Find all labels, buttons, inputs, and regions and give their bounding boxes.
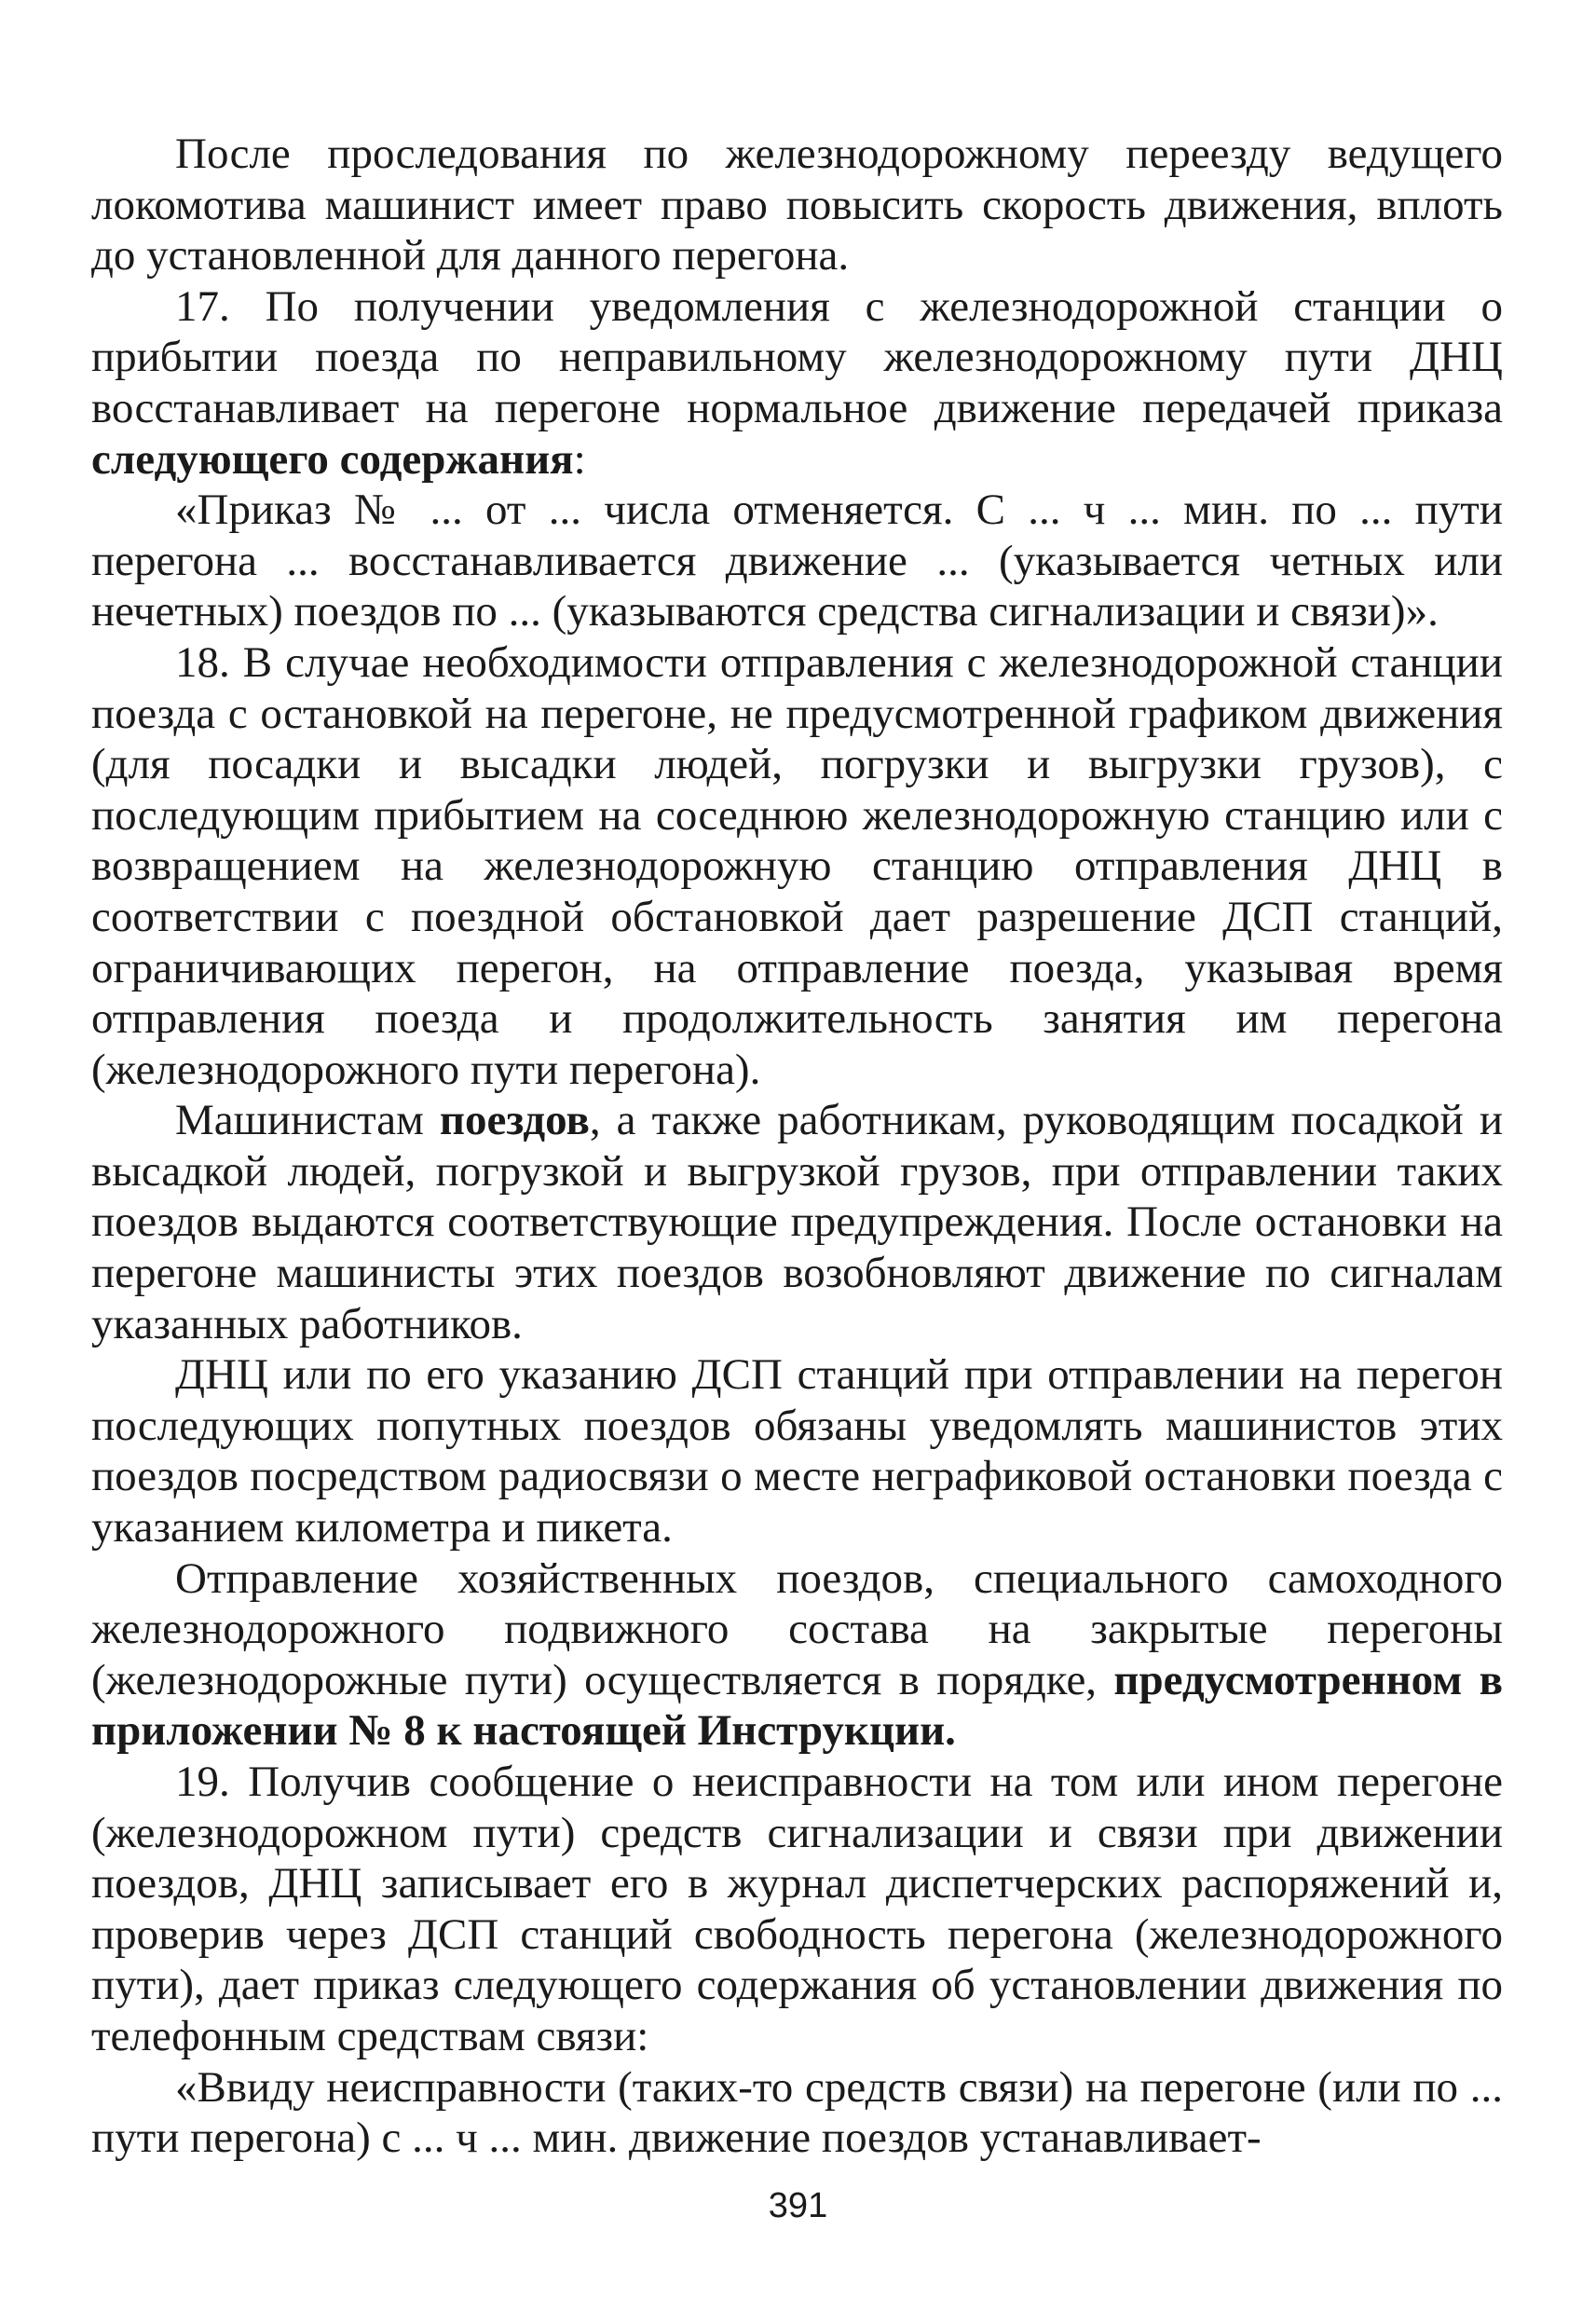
paragraph-item-18 (91, 637, 1503, 1095)
paragraph-text: ДНЦ или по его указанию ДСП станций при отправлении на перегон последующих попутных поездов обязаны уведомлять машинистов этих поездов посредством радиосвязи о месте неграфиковой остановки поезда с указанием километра и пикета. (91, 1350, 1503, 1553)
paragraph-text: Отправление хозяйственных поездов, специального самоходного железнодорожного подвижного состава на закрытые перегоны (железнодорожные пути) осуществляется в порядке, (91, 1553, 1503, 1704)
paragraph-text: , а также работникам, руководящим посадкой и высадкой людей, погрузкой и выгрузкой грузов, при отправлении таких поездов выдаются соответствующие предупреждения. После остановки на перегоне машинисты этих поездов возобновляют движение по сигналам указанных работников. (91, 1096, 1503, 1348)
paragraph-order-fault (91, 2062, 1503, 2164)
bold-phrase: следующего содержания (91, 434, 574, 484)
page-number: 391 (768, 2186, 828, 2225)
paragraph-continuation (91, 129, 1503, 281)
paragraph-item-19 (91, 1757, 1503, 2062)
bold-phrase: предусмотренном в приложении № 8 к настоящей Инструкции. (91, 1655, 1503, 1756)
paragraph-text: «Ввиду неисправности (таких-то средств связи) на перегоне (или по ... пути перегона) с ... ч ... мин. движение поездов устанавливает- (91, 2062, 1503, 2163)
paragraph-dnc-notice (91, 1349, 1503, 1553)
paragraph-item-17 (91, 281, 1503, 485)
paragraph-text: «Приказ № ... от ... числа отменяется. С ... ч ... мин. по ... пути перегона ... восстанавливается движение ... (указывается четных или нечетных) поездов по ... (указываются средства сигнализации и связи)». (91, 486, 1503, 636)
paragraph-order-text (91, 485, 1503, 637)
paragraph-text: 19. Получив сообщение о неисправности на том или ином перегоне (железнодорожном пути) средств сигнализации и связи при движении поездов, ДНЦ записывает его в журнал диспетчерских распоряжений и, проверив через ДСП станций свободность перегона (железнодорожного пути), дает приказ следующего содержания об установлении движения по телефонным средствам связи: (91, 1758, 1503, 2060)
paragraph-drivers (91, 1095, 1503, 1349)
paragraph-text: После проследования по железнодорожному переезду ведущего локомотива машинист имеет право повысить скорость движения, вплоть до установленной для данного перегона. (91, 130, 1503, 280)
paragraph-text: : (573, 434, 586, 484)
paragraph-text: Машинистам (175, 1096, 440, 1145)
paragraph-utility-trains (91, 1553, 1503, 1757)
bold-phrase: поездов (439, 1096, 590, 1145)
page-body (91, 129, 1503, 2164)
paragraph-text: 17. По получении уведомления с железнодорожной станции о прибытии поезда по неправильному железнодорожному пути ДНЦ восстанавливает на перегоне нормальное движение передачей приказа (91, 281, 1503, 432)
paragraph-text: 18. В случае необходимости отправления с железнодорожной станции поезда с остановкой на перегоне, не предусмотренной графиком движения (для посадки и высадки людей, погрузки и выгрузки грузов), с последующим прибытием на соседнюю железнодорожную станцию или с возвращением на железнодорожную станцию отправления ДНЦ в соответствии с поездной обстановкой дает разрешение ДСП станций, ограничивающих перегон, на отправление поезда, указывая время отправления поезда и продолжительность занятия им перегона (железнодорожного пути перегона). (91, 637, 1503, 1094)
